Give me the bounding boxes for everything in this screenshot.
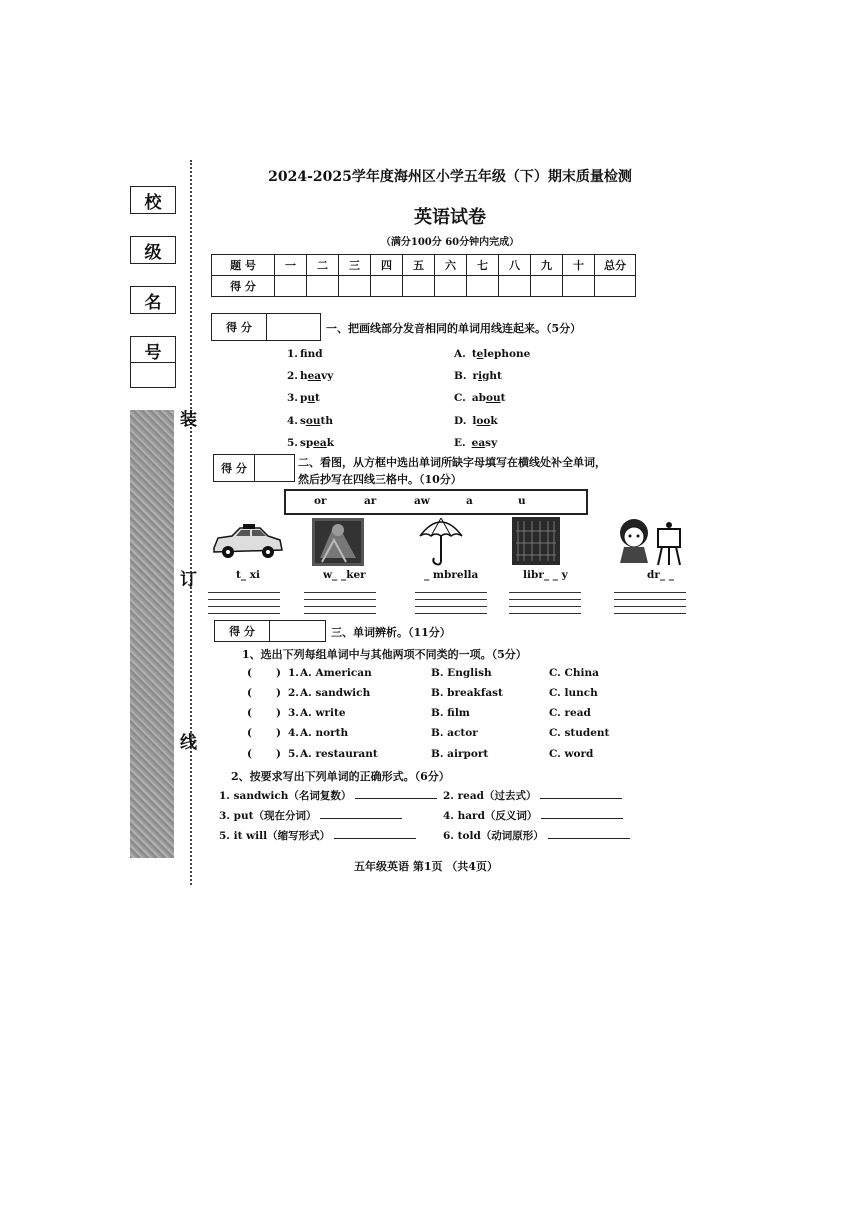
word-part: lephone	[483, 348, 531, 360]
letter-box-item: ar	[364, 495, 377, 507]
option-c: C. China	[549, 667, 599, 679]
exam-title: 2024-2025学年度海州区小学五年级（下）期末质量检测	[268, 169, 632, 185]
umbrella-picture	[418, 514, 464, 568]
word-part: p	[299, 392, 308, 404]
word-part: ab	[471, 392, 486, 404]
score-cell[interactable]	[307, 276, 339, 297]
four-line-grid[interactable]	[415, 592, 487, 614]
answer-paren-open[interactable]: (	[247, 727, 252, 739]
item-number: 3.	[288, 707, 299, 719]
section1-score-label: 得 分	[212, 314, 267, 340]
four-line-grid[interactable]	[509, 592, 581, 614]
score-col-8: 八	[499, 255, 531, 276]
exam-subject: 英语试卷	[414, 207, 486, 228]
score-col-9: 九	[531, 255, 563, 276]
match-word-left	[287, 370, 333, 382]
item-number: 4.	[287, 415, 298, 427]
answer-blank[interactable]	[355, 788, 437, 799]
fill-word: libr_ _ y	[523, 569, 568, 581]
score-header-label: 题 号	[212, 255, 275, 276]
answer-paren-close[interactable]: )	[276, 687, 281, 699]
option-b: B. film	[431, 707, 470, 719]
side-label-class: 级	[130, 236, 176, 264]
word-part: k	[326, 437, 334, 449]
score-col-10: 十	[563, 255, 595, 276]
fill-word: _ mbrella	[424, 569, 479, 581]
section1-score-box	[211, 313, 321, 341]
word-part: k	[490, 415, 498, 427]
score-cell[interactable]	[467, 276, 499, 297]
answer-blank[interactable]	[334, 828, 416, 839]
score-cell[interactable]	[563, 276, 595, 297]
item-number: 5.	[287, 437, 298, 449]
item-number: 3.	[287, 392, 298, 404]
item-number: 2.	[288, 687, 299, 699]
side-shaded-strip	[130, 410, 174, 858]
word-part: nd	[307, 348, 323, 360]
section3-score-box	[214, 620, 326, 642]
page-footer: 五年级英语 第1页 （共4页）	[354, 860, 498, 873]
match-word-left	[287, 437, 334, 449]
item-number: E.	[454, 437, 466, 449]
section1-score-field[interactable]	[267, 314, 320, 340]
exam-note: （满分100分 60分钟内完成）	[380, 237, 520, 248]
score-cell[interactable]	[275, 276, 307, 297]
word-form-prompt: 4. hard（反义词）	[443, 810, 538, 822]
word-form-item	[219, 788, 437, 803]
letter-box-item: u	[518, 495, 526, 507]
word-form-item	[443, 788, 622, 803]
score-cell[interactable]	[339, 276, 371, 297]
taxi-picture	[210, 520, 284, 562]
item-number: 1.	[287, 348, 298, 360]
option-c: C. word	[549, 748, 594, 760]
option-a: A. American	[300, 667, 372, 679]
fill-word: t_ xi	[236, 569, 261, 581]
score-cell[interactable]	[371, 276, 403, 297]
option-a: A. write	[300, 707, 346, 719]
item-number: 1.	[288, 667, 299, 679]
section2-score-label: 得 分	[214, 455, 255, 481]
item-number: A.	[454, 348, 466, 360]
four-line-grid[interactable]	[304, 592, 376, 614]
fill-word: w_ _ker	[323, 569, 366, 581]
word-form-prompt: 2. read（过去式）	[443, 790, 537, 802]
word-part: t	[471, 348, 477, 360]
library-picture	[512, 517, 560, 565]
option-b: B. English	[431, 667, 492, 679]
section3-score-label: 得 分	[215, 621, 270, 641]
score-col-total: 总分	[595, 255, 636, 276]
word-part: vy	[321, 370, 334, 382]
match-word-right	[454, 415, 498, 427]
option-c: C. lunch	[549, 687, 598, 699]
word-form-item	[443, 828, 630, 843]
answer-blank[interactable]	[548, 828, 630, 839]
score-table	[211, 254, 636, 297]
word-part: l	[472, 415, 477, 427]
side-blank-box	[130, 362, 176, 388]
option-b: B. actor	[431, 727, 478, 739]
answer-paren-open[interactable]: (	[247, 748, 252, 760]
score-cell[interactable]	[595, 276, 636, 297]
draw-picture	[614, 515, 688, 569]
option-c: C. student	[549, 727, 610, 739]
binding-char-2: 订	[180, 570, 197, 590]
letter-box-item: aw	[414, 495, 430, 507]
section3-title: 三、单词辨析。（11分）	[331, 626, 451, 639]
option-b: B. breakfast	[431, 687, 503, 699]
word-form-prompt: 5. it will（缩写形式）	[219, 830, 331, 842]
side-label-name: 名	[130, 286, 176, 314]
side-label-number: 号	[130, 336, 176, 364]
section3-sub1-title: 1、选出下列每组单词中与其他两项不同类的一项。（5分）	[242, 648, 527, 661]
letter-box	[284, 489, 588, 515]
section2-title-line1: 二、看图，从方框中选出单词所缺字母填写在横线处补全单词，	[298, 456, 606, 469]
answer-paren-open[interactable]: (	[247, 667, 252, 679]
underlined-letters: u	[307, 392, 315, 404]
binding-char-1: 装	[180, 410, 197, 430]
binding-char-3: 线	[180, 733, 197, 753]
score-col-3: 三	[339, 255, 371, 276]
score-col-5: 五	[403, 255, 435, 276]
score-col-6: 六	[435, 255, 467, 276]
score-cell[interactable]	[435, 276, 467, 297]
four-line-grid[interactable]	[614, 592, 686, 614]
word-part: f	[299, 348, 308, 360]
score-col-4: 四	[371, 255, 403, 276]
word-form-item	[219, 828, 416, 843]
match-word-right	[454, 370, 502, 382]
word-part: ght	[482, 370, 502, 382]
score-col-1: 一	[275, 255, 307, 276]
answer-blank[interactable]	[540, 788, 622, 799]
section1-title: 一、把画线部分发音相同的单词用线连起来。（5分）	[326, 322, 582, 335]
underlined-letters: e	[476, 348, 484, 360]
item-number: D.	[454, 415, 467, 427]
score-cell[interactable]	[403, 276, 435, 297]
option-a: A. north	[300, 727, 349, 739]
side-label-school: 校	[130, 186, 176, 214]
score-col-2: 二	[307, 255, 339, 276]
answer-paren-close[interactable]: )	[276, 707, 281, 719]
word-form-prompt: 6. told（动词原形）	[443, 830, 544, 842]
section3-sub2-title: 2、按要求写出下列单词的正确形式。（6分）	[231, 770, 450, 783]
match-word-right	[454, 392, 505, 404]
answer-paren-close[interactable]: )	[276, 667, 281, 679]
word-part: s	[299, 415, 306, 427]
match-word-left	[287, 415, 333, 427]
underlined-letters: ea	[307, 370, 322, 382]
word-part: r	[472, 370, 479, 382]
answer-paren-close[interactable]: )	[276, 727, 281, 739]
letter-box-item: a	[466, 495, 473, 507]
item-number: B.	[454, 370, 467, 382]
letter-box-item: or	[314, 495, 327, 507]
answer-paren-open[interactable]: (	[247, 687, 252, 699]
underlined-letters: ou	[305, 415, 321, 427]
option-a: A. sandwich	[300, 687, 371, 699]
word-part: th	[320, 415, 334, 427]
binding-dotted-line	[190, 160, 192, 885]
word-part: sy	[485, 437, 498, 449]
four-line-grid[interactable]	[208, 592, 280, 614]
option-b: B. airport	[431, 748, 489, 760]
word-form-prompt: 3. put（现在分词）	[219, 810, 317, 822]
answer-paren-open[interactable]: (	[247, 707, 252, 719]
word-part: h	[299, 370, 308, 382]
match-word-right	[454, 348, 530, 360]
underlined-letters: ea	[471, 437, 486, 449]
section2-score-field[interactable]	[255, 455, 294, 481]
item-number: 5.	[288, 748, 299, 760]
underlined-letters: ou	[485, 392, 501, 404]
word-part: t	[500, 392, 506, 404]
answer-blank[interactable]	[320, 808, 402, 819]
word-form-item	[443, 808, 623, 823]
section2-title-line2: 然后抄写在四线三格中。（10分）	[298, 473, 462, 486]
fill-word: dr_ _	[647, 569, 675, 581]
answer-blank[interactable]	[541, 808, 623, 819]
section2-score-box	[213, 454, 295, 482]
worker-picture	[312, 518, 364, 566]
word-part: t	[314, 392, 320, 404]
word-part: sp	[299, 437, 314, 449]
item-number: C.	[454, 392, 466, 404]
match-word-left	[287, 348, 323, 360]
word-form-item	[219, 808, 402, 823]
score-col-7: 七	[467, 255, 499, 276]
item-number: 2.	[287, 370, 298, 382]
score-cell[interactable]	[499, 276, 531, 297]
option-a: A. restaurant	[300, 748, 378, 760]
score-row-label: 得 分	[212, 276, 275, 297]
section3-score-field[interactable]	[270, 621, 325, 641]
underlined-letters: i	[478, 370, 483, 382]
score-cell[interactable]	[531, 276, 563, 297]
item-number: 4.	[288, 727, 299, 739]
word-form-prompt: 1. sandwich（名词复数）	[219, 790, 352, 802]
underlined-letters: ea	[313, 437, 327, 449]
answer-paren-close[interactable]: )	[276, 748, 281, 760]
match-word-left	[287, 392, 320, 404]
underlined-letters: oo	[476, 415, 491, 427]
match-word-right	[454, 437, 497, 449]
option-c: C. read	[549, 707, 591, 719]
